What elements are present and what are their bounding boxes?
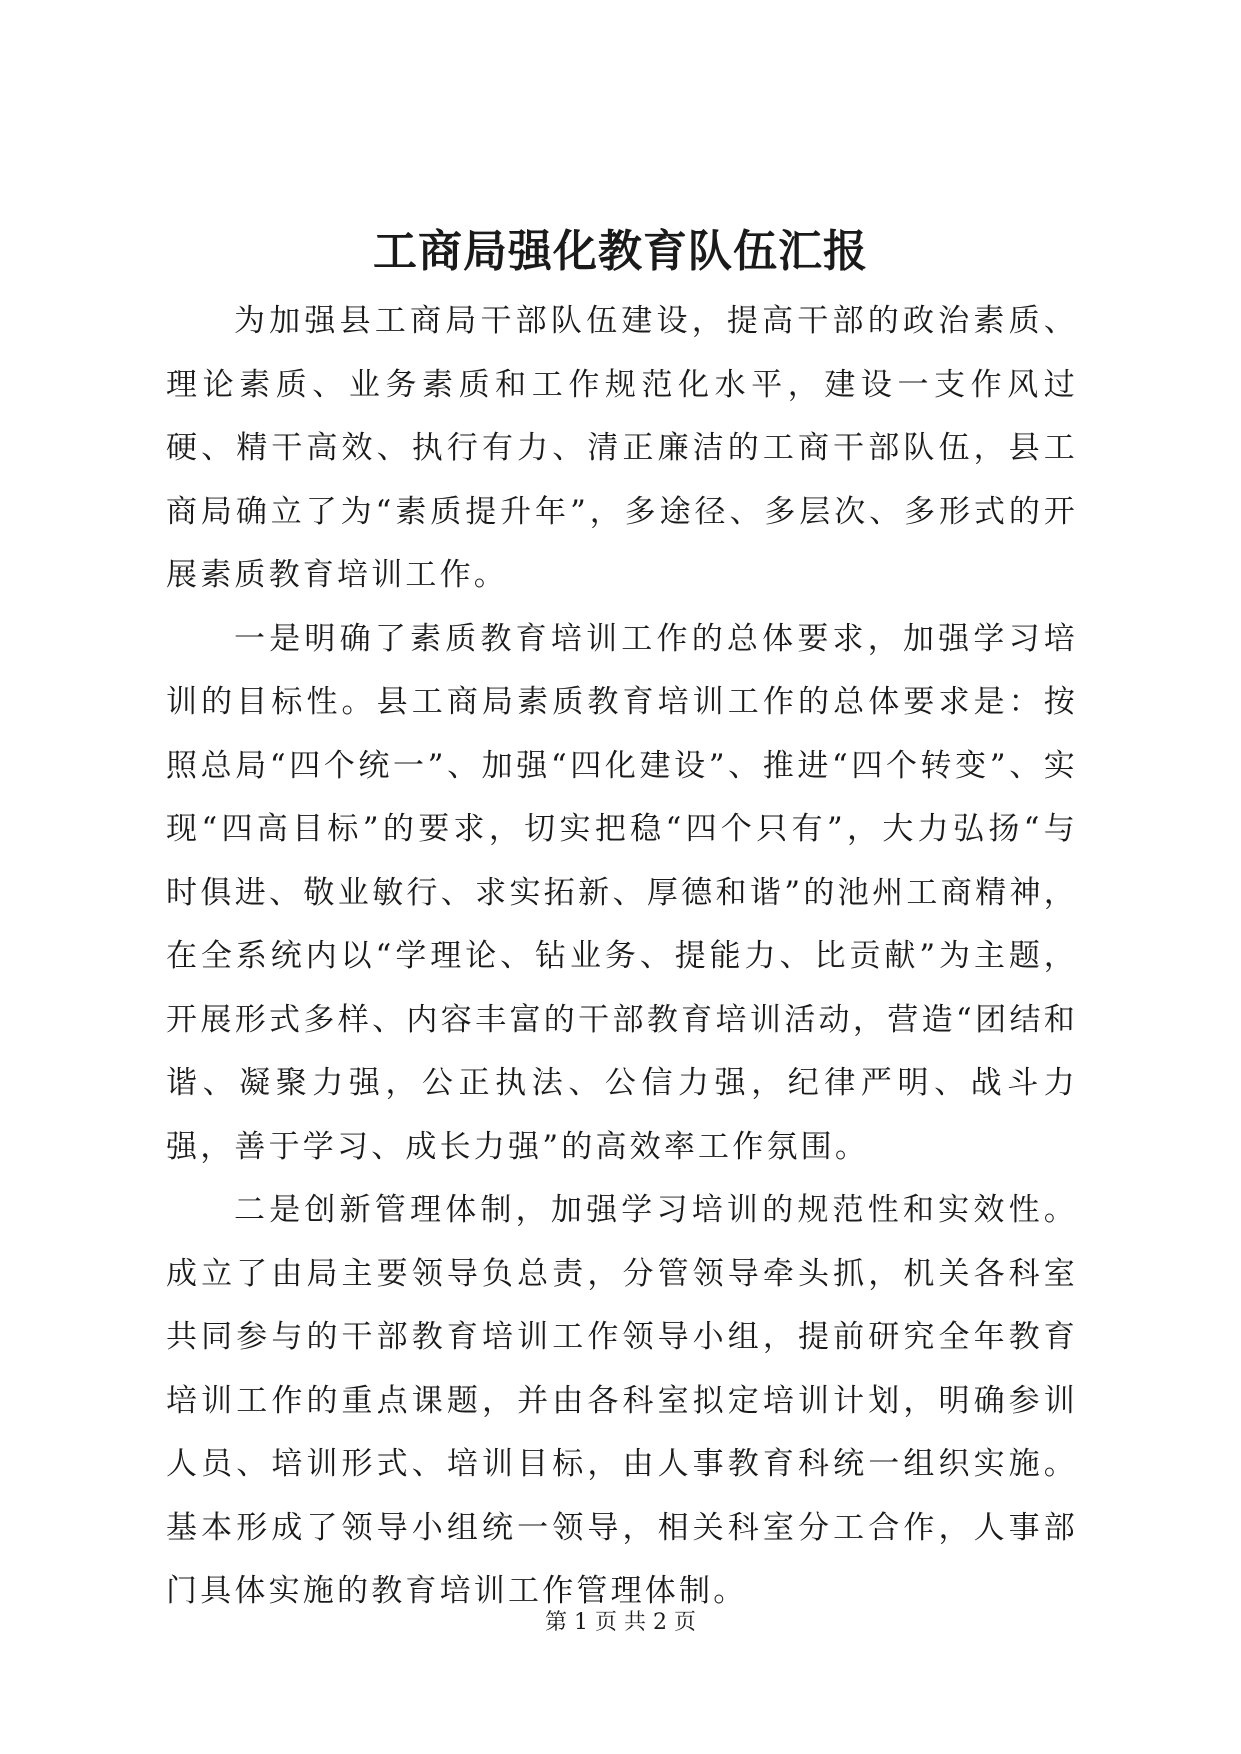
document-title: 工商局强化教育队伍汇报 (373, 226, 868, 277)
paragraph-intro: 为加强县工商局干部队伍建设，提高干部的政治素质、理论素质、业务素质和工作规范化水平，建设一支作风过硬、精干高效、执行有力、清正廉洁的工商干部队伍，县工商局确立了为“素质提升年”，多途径、多层次、多形式的开展素质教育培训工作。 (166, 303, 1078, 593)
paragraph-management: 二是创新管理体制，加强学习培训的规范性和实效性。成立了由局主要领导负总责，分管领导牵头抓，机关各科室共同参与的干部教育培训工作领导小组，提前研究全年教育培训工作的重点课题，并由各科室拟定培训计划，明确参训人员、培训形式、培训目标，由人事教育科统一组织实施。基本形成了领导小组统一领导，相关科室分工合作，人事部门具体实施的教育培训工作管理体制。 (166, 1192, 1078, 1609)
paragraph-requirements: 一是明确了素质教育培训工作的总体要求，加强学习培训的目标性。县工商局素质教育培训工作的总体要求是：按照总局“四个统一”、加强“四化建设”、推进“四个转变”、实现“四高目标”的要求，切实把稳“四个只有”，大力弘扬“与时俱进、敬业敏行、求实拓新、厚德和谐”的池州工商精神，在全系统内以“学理论、钻业务、提能力、比贡献”为主题，开展形式多样、内容丰富的干部教育培训活动，营造“团结和谐、凝聚力强，公正执法、公信力强，纪律严明、战斗力强，善于学习、成长力强”的高效率工作氛围。 (166, 620, 1078, 1165)
page-number-footer: 第 1 页 共 2 页 (545, 1610, 696, 1635)
document-body (166, 290, 1078, 1624)
